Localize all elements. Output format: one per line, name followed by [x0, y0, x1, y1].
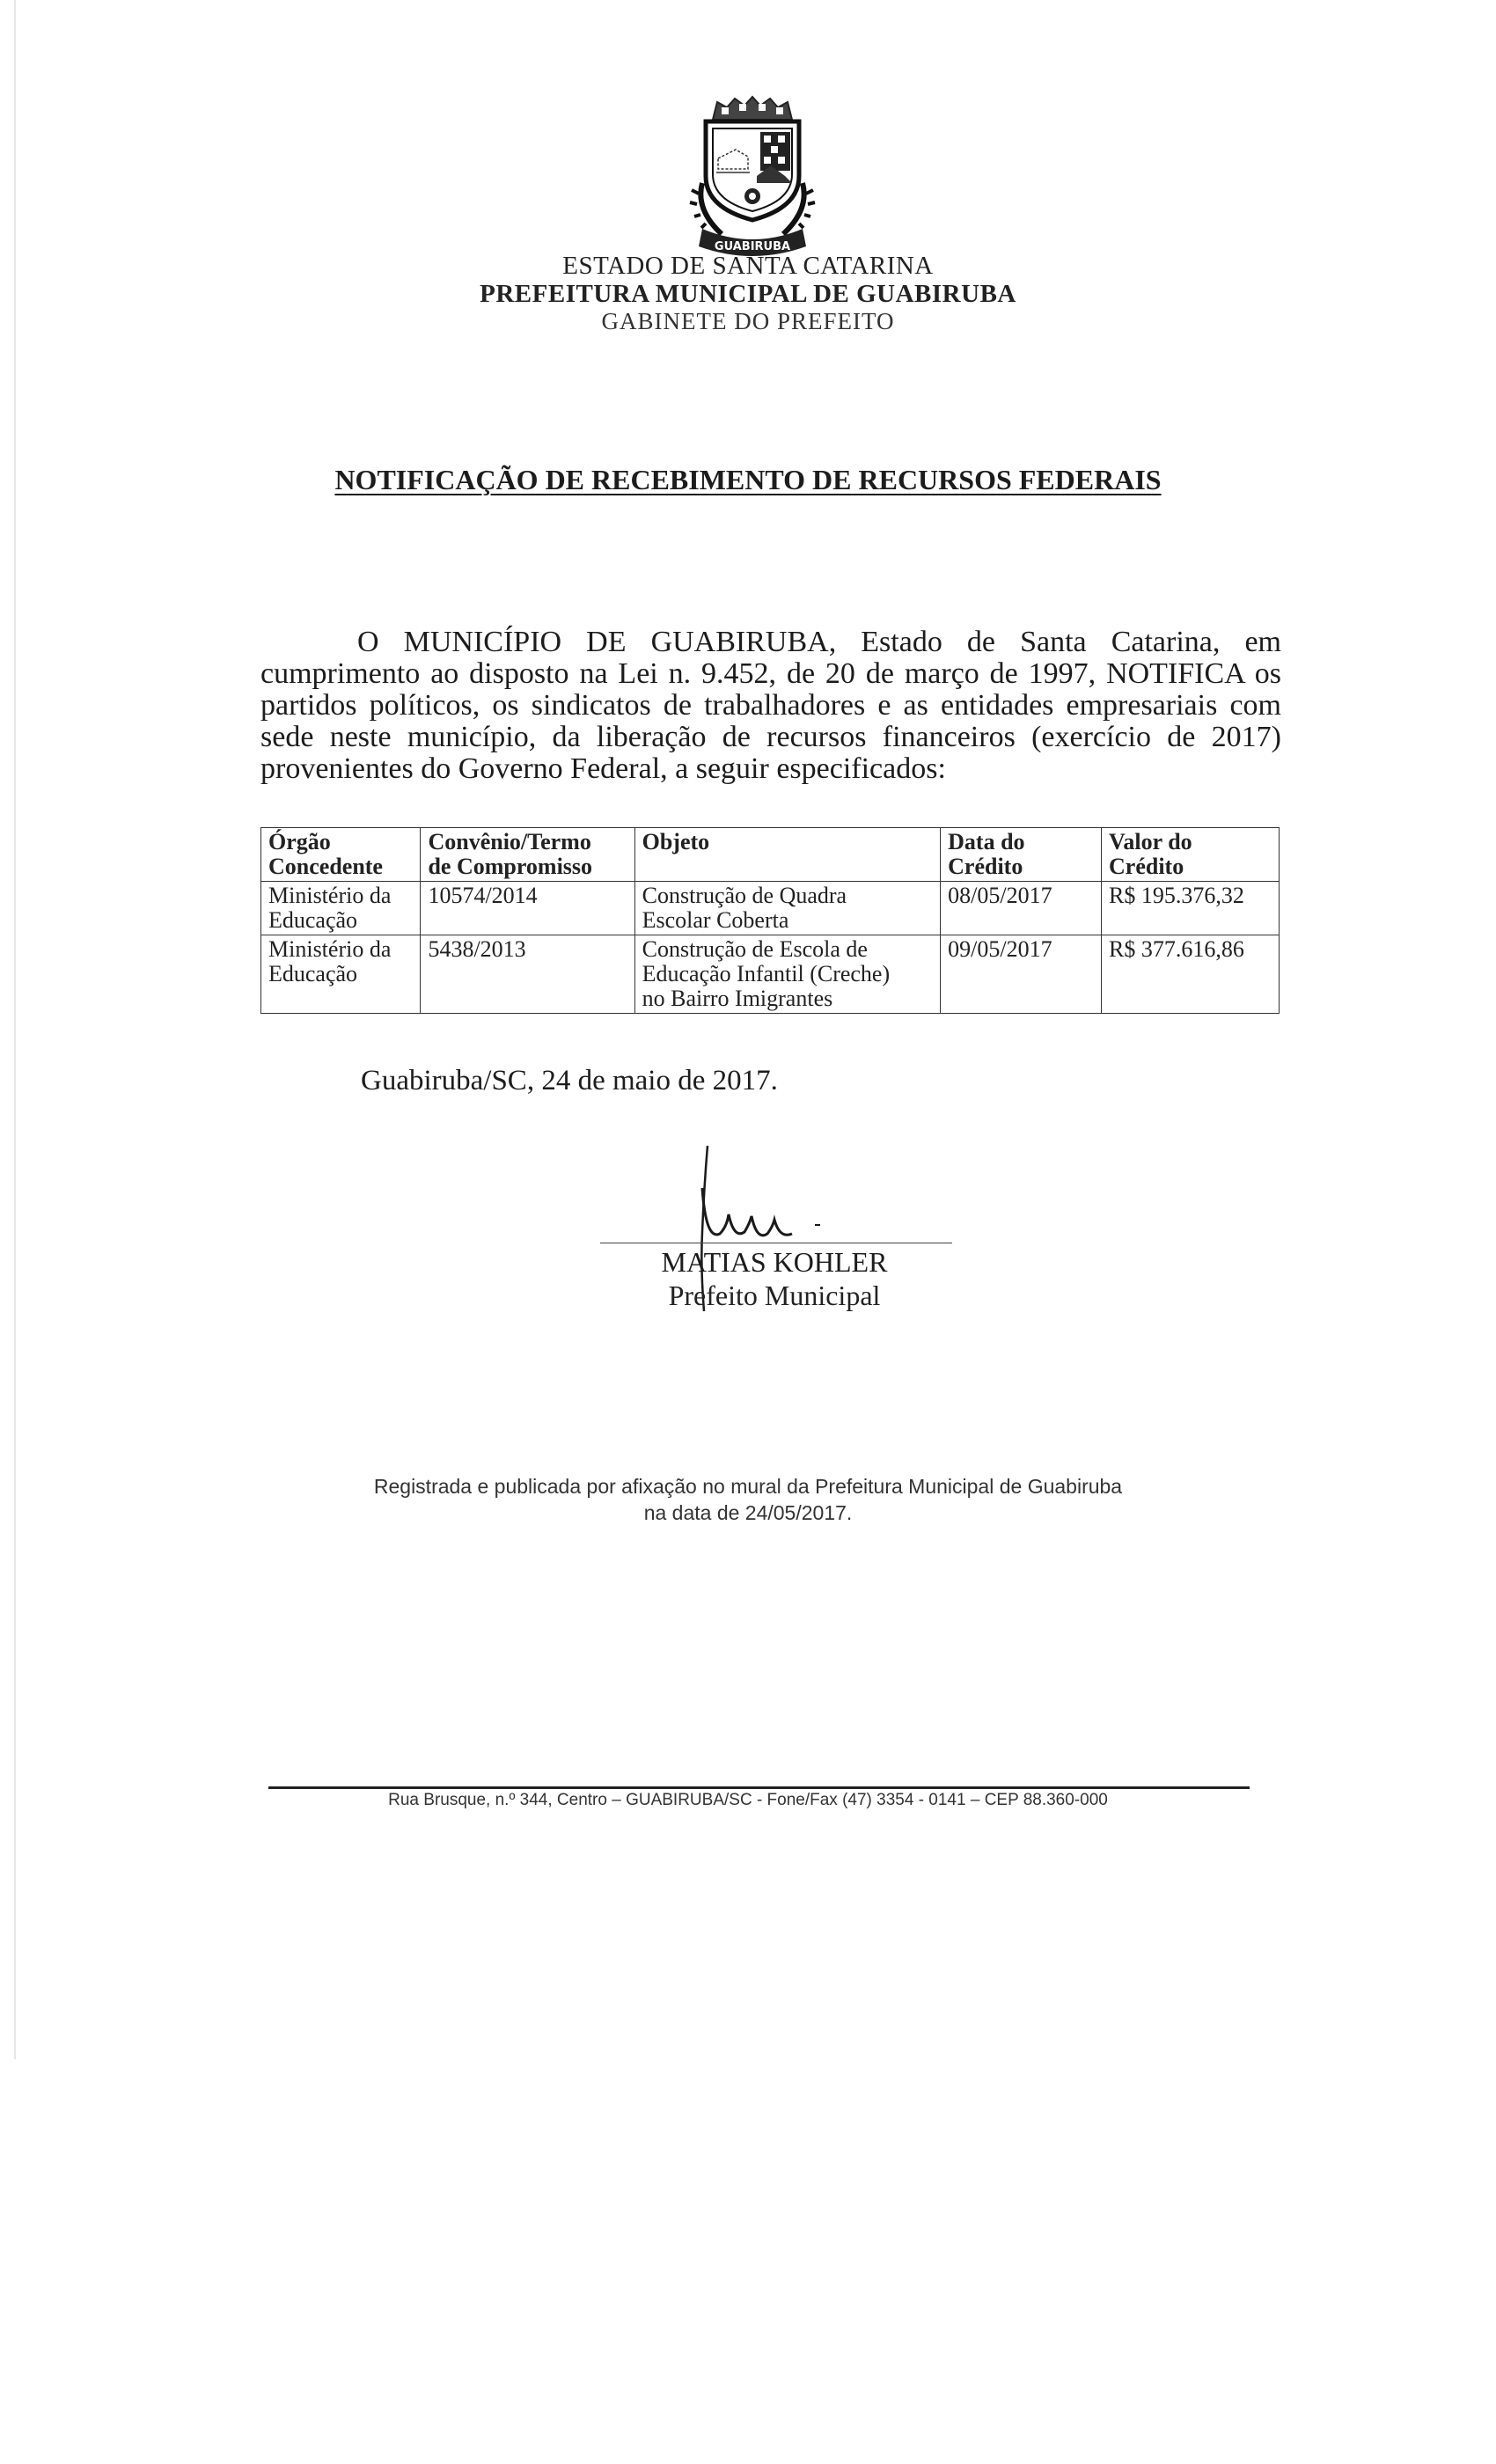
header-objeto-line1: Objeto — [642, 829, 710, 854]
cell-orgao-line1: Ministério da — [268, 883, 392, 908]
registration-note-line1: Registrada e publicada por afixação no mural da Prefeitura Municipal de Guabiruba — [373, 1475, 1123, 1498]
document-title: NOTIFICAÇÃO DE RECEBIMENTO DE RECURSOS FEDERAIS — [334, 464, 1162, 495]
crest-banner-text: GUABIRUBA — [714, 240, 791, 253]
cell-valor: R$ 377.616,86 — [1102, 935, 1280, 1014]
cell-data: 09/05/2017 — [941, 935, 1102, 1014]
blank-margin — [0, 2059, 1496, 2464]
header-convenio — [421, 828, 634, 882]
cell-objeto — [634, 935, 941, 1014]
footer-address: Rua Brusque, n.º 344, Centro – GUABIRUBA/SC - Fone/Fax (47) 3354 - 0141 – CEP 88.360-000 — [388, 1791, 1108, 1809]
header-data-line2: Crédito — [948, 854, 1023, 879]
cell-orgao-line2: Educação — [268, 907, 358, 933]
signer-name: MATIAS KOHLER — [661, 1246, 888, 1278]
place-and-date: Guabiruba/SC, 24 de maio de 2017. — [361, 1065, 778, 1096]
cell-orgao — [261, 882, 421, 935]
header-data-line1: Data do — [948, 829, 1025, 854]
header-data — [941, 828, 1102, 882]
cell-objeto — [634, 882, 941, 935]
header-convenio-line1: Convênio/Termo — [428, 829, 591, 854]
cell-objeto-line1: Construção de Quadra — [642, 883, 847, 908]
header-valor — [1102, 828, 1280, 882]
header-valor-line1: Valor do — [1109, 829, 1192, 854]
cell-objeto-line3: no Bairro Imigrantes — [642, 986, 833, 1011]
mural-crown — [713, 97, 792, 120]
cell-valor: R$ 195.376,32 — [1102, 882, 1280, 935]
table-row — [261, 935, 1280, 1014]
header-convenio-line2: de Compromisso — [428, 854, 593, 879]
cell-objeto-line2: Educação Infantil (Creche) — [642, 961, 891, 986]
header-municipality: PREFEITURA MUNICIPAL DE GUABIRUBA — [480, 280, 1016, 308]
notification-text: O MUNICÍPIO DE GUABIRUBA, Estado de Santa Catarina, em cumprimento ao disposto na Lei n. 9.452, de 20 de março de 1997, NOTIFICA os partidos políticos, os sindicatos de trabalhadores e as entidades empresariais com sede neste município, da liberação de recursos financeiros (exercício de 2017) provenientes do Governo Federal, a seguir especificados: — [260, 626, 1281, 785]
cell-orgao-line1: Ministério da — [268, 936, 392, 962]
shield — [706, 121, 799, 220]
cell-data: 08/05/2017 — [941, 882, 1102, 935]
header-objeto — [634, 828, 941, 882]
header-orgao-line2: Concedente — [268, 854, 383, 879]
cell-convenio: 5438/2013 — [421, 935, 634, 1014]
cell-objeto-line2: Escolar Coberta — [642, 907, 789, 933]
table-row — [261, 882, 1280, 935]
footer-rule — [268, 1786, 1250, 1789]
registration-note-line2: na data de 24/05/2017. — [643, 1501, 853, 1524]
cell-convenio: 10574/2014 — [421, 882, 634, 935]
header-orgao-line1: Órgão — [268, 829, 331, 854]
signer-role: Prefeito Municipal — [668, 1280, 881, 1311]
municipal-crest-logo — [686, 95, 818, 258]
notification-paragraph — [260, 627, 1281, 785]
header-office: GABINETE DO PREFEITO — [601, 308, 895, 334]
header-orgao — [261, 828, 421, 882]
cell-orgao — [261, 935, 421, 1014]
table-header-row — [261, 828, 1280, 882]
cell-objeto-line1: Construção de Escola de — [642, 936, 868, 962]
handwritten-signature — [616, 1135, 915, 1346]
header-valor-line2: Crédito — [1109, 854, 1184, 879]
cell-orgao-line2: Educação — [268, 961, 358, 986]
resources-table — [260, 827, 1280, 1014]
header-state: ESTADO DE SANTA CATARINA — [562, 252, 934, 280]
